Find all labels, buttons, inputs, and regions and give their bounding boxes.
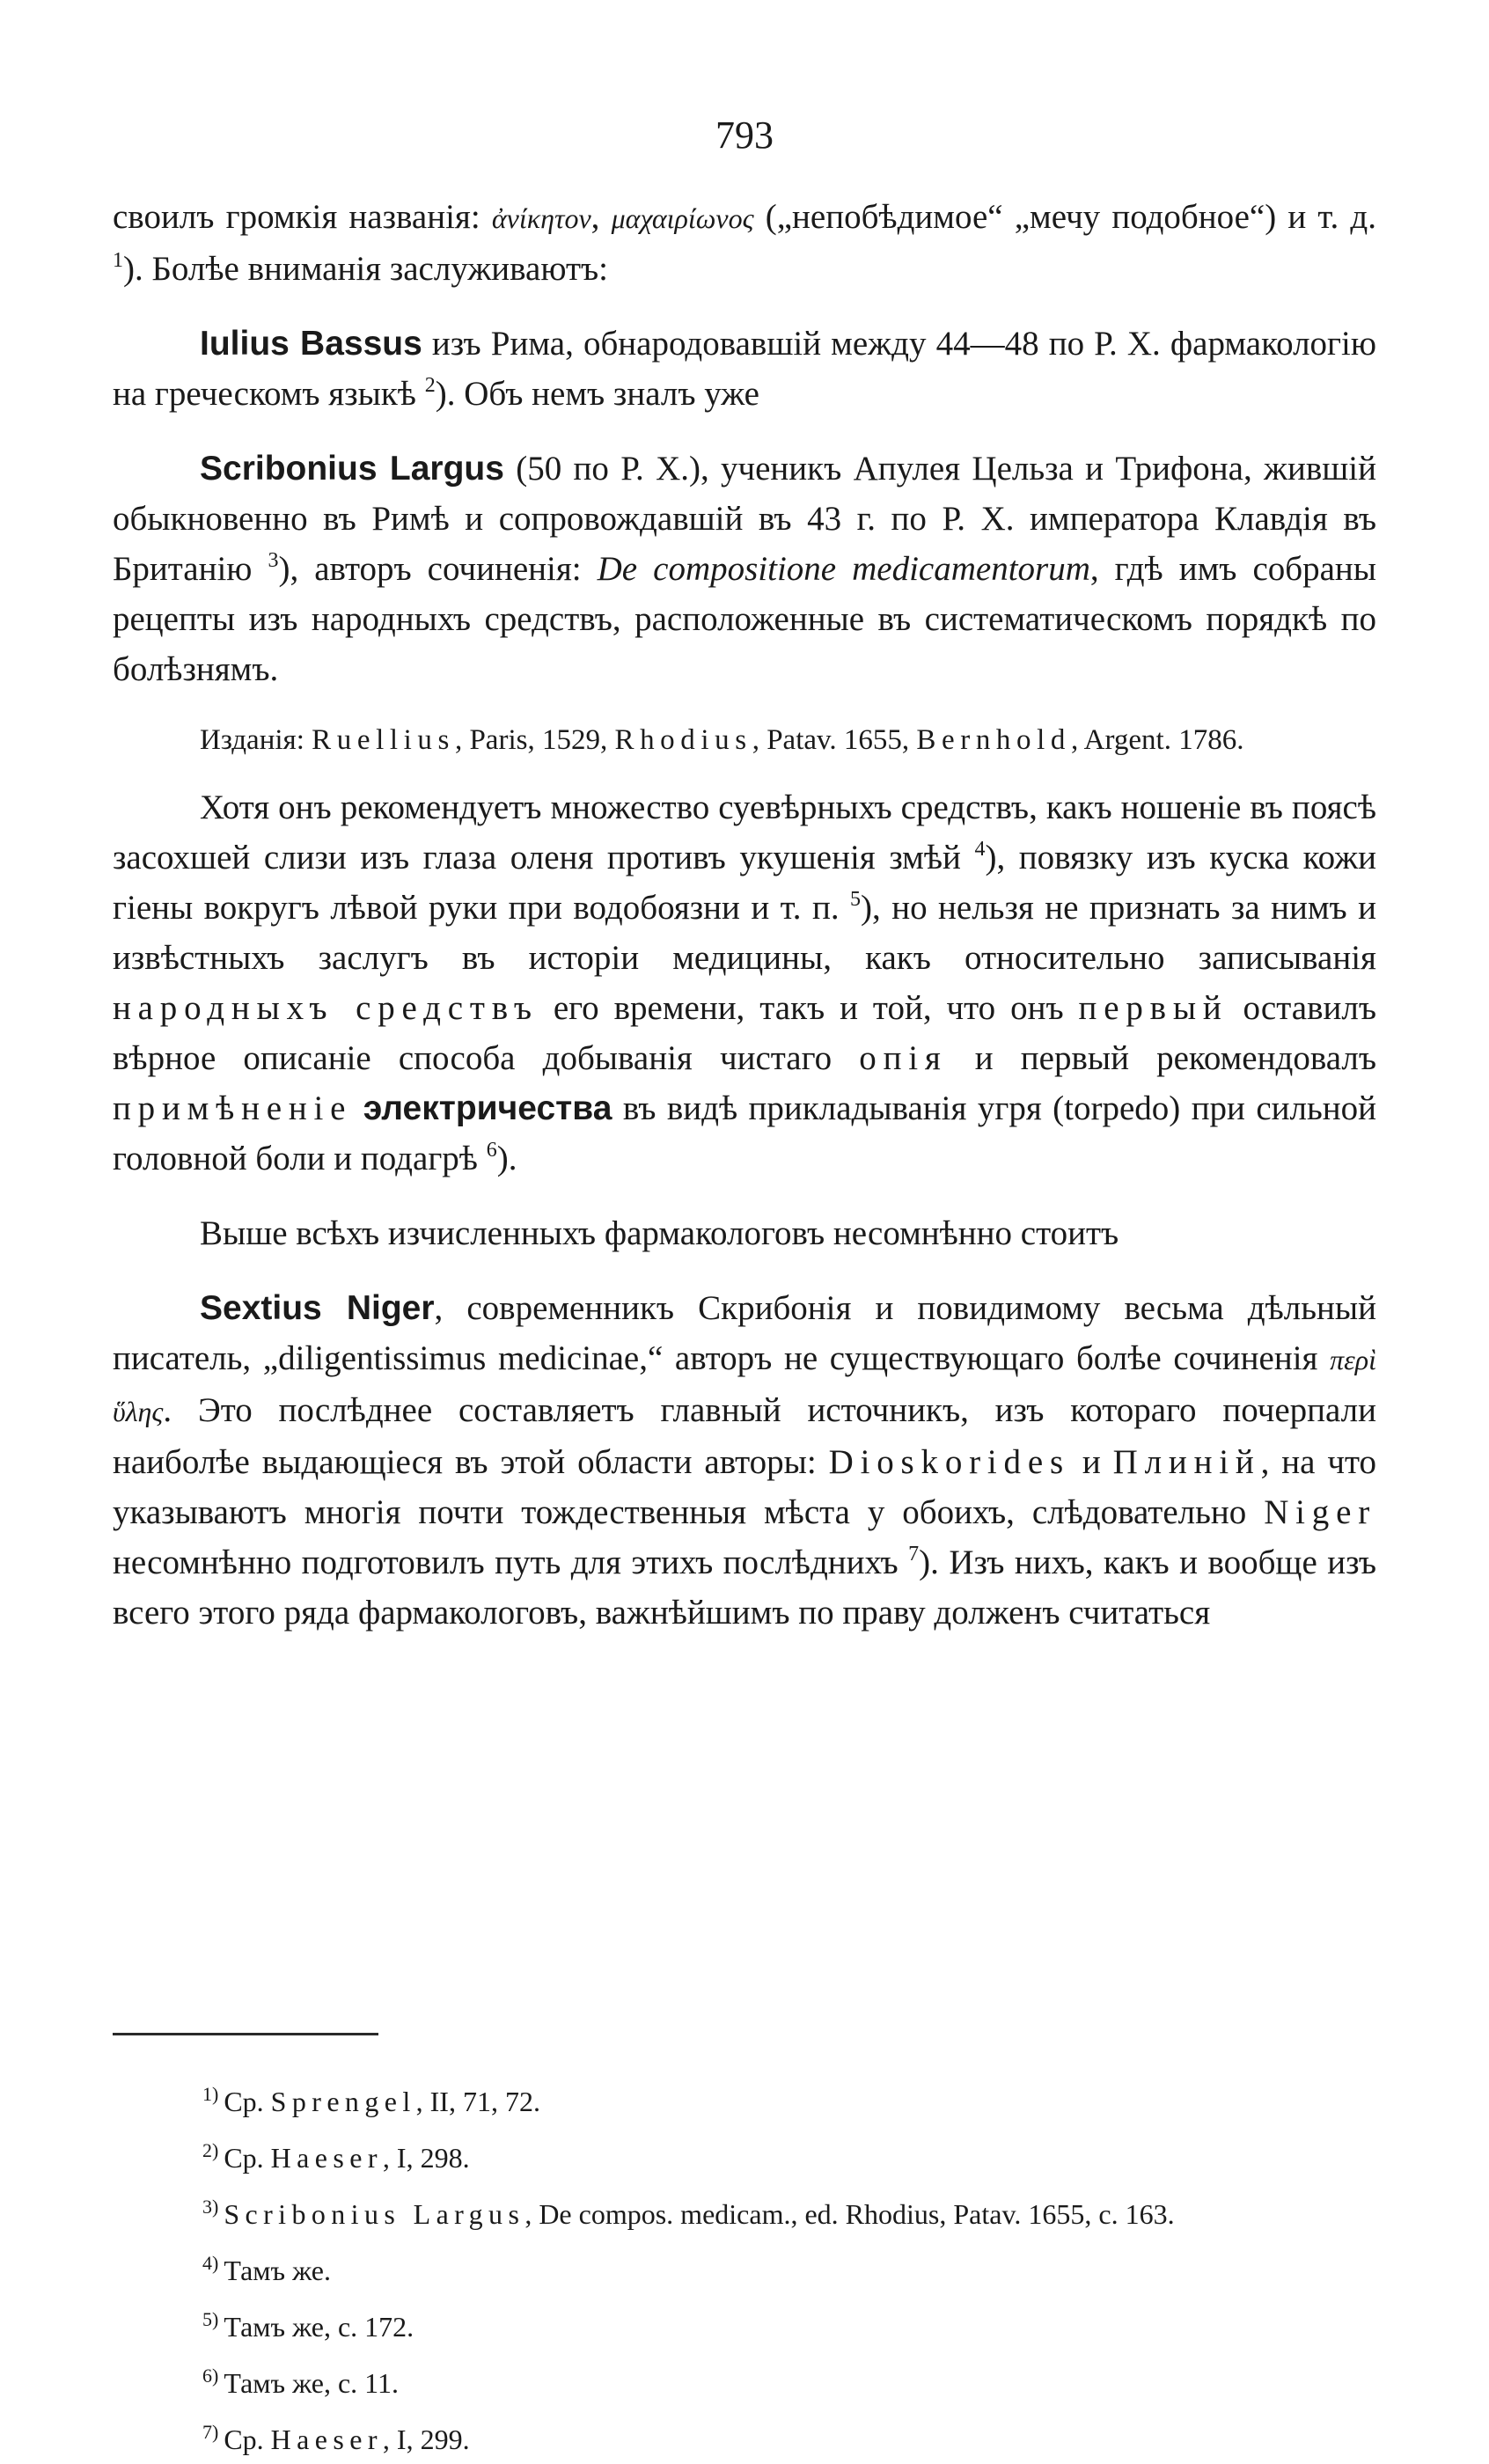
footnote-3 [202, 2182, 1373, 2239]
spaced-text: Dioskorides [828, 1443, 1070, 1481]
footnote-4 [202, 2239, 1373, 2295]
paragraph-intro-niger: Выше всѣхъ изчисленныхъ фармакологовъ несомнѣнно стоитъ [200, 1214, 1119, 1252]
footnote-ref: 5 [850, 888, 862, 911]
spaced-text: первый [1078, 989, 1229, 1027]
text-run: ), авторъ сочиненiя: [278, 550, 598, 588]
text-run: ). Изъ нихъ, какъ и вообще изъ всего этого ряда фармакологовъ, важнѣйшимъ по праву долженъ считаться [113, 1544, 1376, 1632]
spaced-text: опiя [859, 1039, 948, 1077]
text-run: , Patav. 1655, [752, 724, 917, 756]
footnote-marker: 1) [202, 2083, 219, 2105]
footnote-marker: 2) [202, 2139, 219, 2161]
spaced-text: Плинiй [1112, 1443, 1261, 1481]
text-run: изъ Рима, обнародовавшiй между 44—48 по Р. Х. фармакологiю на греческомъ языкѣ [113, 325, 1376, 413]
text-run: Хотя онъ рекомендуетъ множество суевѣрныхъ средствъ, какъ ношенiе въ поясѣ засохшей слизи изъ глаза оленя противъ укушенiя змѣй [113, 788, 1376, 876]
spaced-text: народныхъ средствъ [113, 989, 539, 1027]
footnote-author: Sprengel [270, 2086, 416, 2117]
text-run: . Это послѣднее составляетъ главный источникъ, изъ котораго почерпали наиболѣе выдающiеся въ этой области авторы: [113, 1391, 1376, 1481]
text-run: , современникъ Скрибонiя и повидимому весьма дѣльный писатель, „diligentissimus medicinae,“ авторъ не существующаго болѣе сочиненiя [113, 1289, 1376, 1377]
footnote-text: , De compos. medicam., ed. Rhodius, Patav. 1655, c. 163. [524, 2198, 1175, 2230]
footnote-divider [113, 2033, 378, 2035]
paragraph-bassus [113, 319, 1376, 419]
greek-word: περὶ ὕλης [113, 1344, 1376, 1427]
footnote-marker: 3) [202, 2196, 219, 2218]
spaced-text: Niger [1264, 1493, 1376, 1531]
footnote-text: Ср. [224, 2142, 271, 2174]
text-run: оставилъ вѣрное описанiе способа добыванiя чистаго [113, 989, 1376, 1077]
footnote-text: Тамъ же, с. 172. [224, 2311, 414, 2343]
author-name: Scribonius Largus [200, 450, 504, 488]
spaced-text: примѣненiе [113, 1089, 353, 1127]
text-run: , на что указываютъ многiя почти тождественныя мѣста у обоихъ, слѣдовательно [113, 1443, 1376, 1531]
text-run: его времени, такъ и той, что онъ [538, 989, 1079, 1027]
footnote-marker: 5) [202, 2308, 219, 2330]
footnote-ref: 2 [424, 374, 436, 397]
footnote-6 [202, 2351, 1373, 2408]
text-run: своилъ громкiя названiя: [113, 198, 492, 236]
editor-name: Ruellius [312, 724, 455, 756]
editor-name: Rhodius [614, 724, 752, 756]
footnote-marker: 7) [202, 2421, 219, 2443]
footnote-text: , I, 299. [382, 2424, 470, 2455]
author-name: Iulius Bassus [200, 325, 422, 363]
footnote-ref: 1 [113, 249, 123, 272]
editions-label: Изданiя: [200, 724, 312, 756]
text-run [352, 1089, 363, 1127]
footnote-text: Тамъ же, с. 11. [224, 2367, 399, 2399]
footnote-5 [202, 2295, 1373, 2351]
footnote-marker: 4) [202, 2252, 219, 2274]
paragraph-remedies [113, 782, 1376, 1184]
bold-term: электричества [363, 1089, 612, 1127]
footnote-text: Тамъ же. [224, 2255, 331, 2286]
editions-line [113, 719, 1376, 761]
text-run: ), но нельзя не признать за нимъ и извѣстныхъ заслугъ въ исторiи медицины, какъ относительно записыванiя [113, 889, 1376, 977]
footnote-1 [202, 2070, 1373, 2126]
greek-word: μαχαιρίωνος [611, 202, 754, 234]
footnote-ref: 4 [974, 838, 986, 861]
text-run: , [590, 198, 612, 236]
footnote-text: , I, 298. [382, 2142, 470, 2174]
main-text [113, 192, 1376, 1662]
paragraph-1 [113, 192, 1376, 294]
footnote-text: , II, 71, 72. [415, 2086, 540, 2117]
text-run: несомнѣнно подготовилъ путь для этихъ послѣднихъ [113, 1544, 909, 1581]
text-run: ). [496, 1140, 517, 1177]
text-run: , Paris, 1529, [454, 724, 615, 756]
greek-word: ἀνίκητον [491, 202, 591, 234]
footnote-author: Haeser [270, 2142, 383, 2174]
text-run: въ видѣ прикладыванiя угря (torpedo) при сильной головной боли и подагрѣ [113, 1089, 1377, 1177]
footnote-text: Ср. [224, 2424, 271, 2455]
footnote-marker: 6) [202, 2365, 219, 2387]
text-run: и [1069, 1443, 1113, 1481]
footnote-text: Ср. [224, 2086, 271, 2117]
footnote-ref: 6 [486, 1139, 497, 1162]
page-number: 793 [715, 114, 774, 157]
footnote-2 [202, 2126, 1373, 2182]
editor-name: Bernhold [916, 724, 1071, 756]
footnote-ref: 7 [908, 1543, 920, 1566]
work-title: De compositione medicamentorum [597, 550, 1090, 588]
footnote-author: Haeser [270, 2424, 383, 2455]
text-run: , гдѣ имъ собраны рецепты изъ народныхъ средствъ, расположенные въ систематическомъ порядкѣ по болѣзнямъ. [113, 550, 1377, 688]
text-run: (50 по Р. Х.), ученикъ Апулея Цельза и Трифона, жившiй обыкновенно въ Римѣ и сопровождавшiй въ 43 г. по Р. Х. императора Клавдiя въ Британiю [113, 450, 1376, 588]
text-run: ). Объ немъ зналъ уже [435, 375, 759, 413]
paragraph-scribonius [113, 444, 1376, 694]
footnotes [202, 2070, 1373, 2464]
text-run: („непобѣдимое“ „мечу подобное“) и т. д. [753, 198, 1377, 236]
author-name: Sextius Niger [200, 1289, 435, 1327]
footnote-ref: 3 [268, 549, 279, 572]
text-run: и первый рекомендовалъ [947, 1039, 1376, 1077]
paragraph-niger [113, 1283, 1376, 1638]
text-run: ). Болѣе вниманiя заслуживаютъ: [123, 250, 609, 288]
text-run: , Argent. 1786. [1071, 724, 1244, 756]
footnote-7 [202, 2408, 1373, 2464]
text-run: ), повязку изъ куска кожи гiены вокругъ лѣвой руки при водобоязни и т. п. [113, 839, 1376, 927]
footnote-author: Scribonius Largus [224, 2198, 525, 2230]
